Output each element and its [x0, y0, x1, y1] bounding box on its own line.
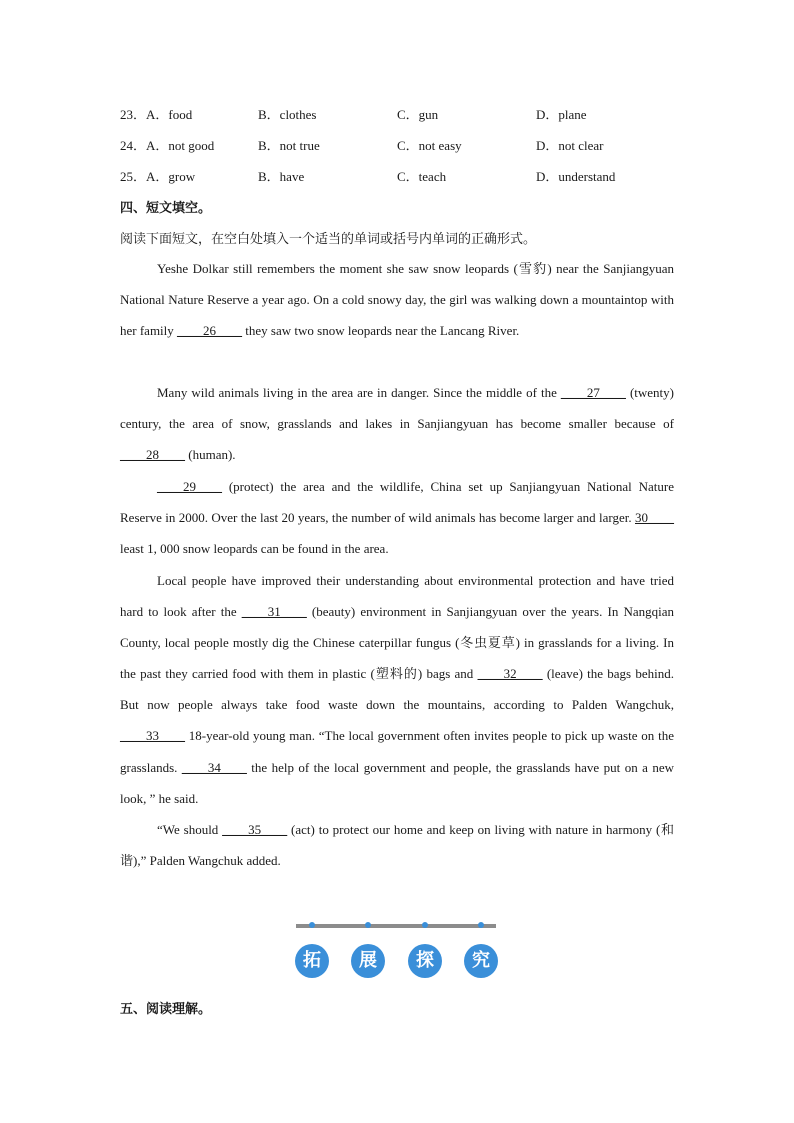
banner-char-3: 探 — [408, 944, 442, 978]
passage-text: (twenty) century, the area of snow, grasslands and lakes in Sanjiangyuan has become smaller because of — [120, 385, 675, 432]
blank-35[interactable]: ____35____ — [222, 822, 288, 837]
section-4-title: 四、短文填空。 — [120, 201, 212, 216]
banner-pin — [309, 922, 315, 928]
blank-31[interactable]: ____31____ — [241, 604, 307, 620]
blank-33[interactable]: ____33____ — [120, 728, 185, 744]
passage-paragraph-1 — [120, 253, 674, 346]
passage-text: least 1, 000 snow leopards can be found in the area. — [120, 541, 389, 557]
banner-char-4: 究 — [464, 944, 498, 978]
option-row-23 — [120, 104, 720, 124]
blank-28[interactable]: ____28____ — [120, 447, 185, 463]
blank-32[interactable]: ____32____ — [477, 666, 543, 682]
passage-text: Yeshe Dolkar still remembers the moment she saw snow leopards (雪豹) near the Sanjiangyuan National Nature Reserve a year ago. On a cold snowy day, the girl was walking down a mountaintop with her family — [120, 261, 674, 339]
banner-pin — [422, 922, 428, 928]
banner-char-1: 拓 — [295, 944, 329, 978]
passage-text: (beauty) environment in Sanjiangyuan over the years. In Nangqian County, local people mostly dig the Chinese caterpillar fungus (冬虫夏草) in grasslands for a living. In the past they carried food with them in plastic (塑料的) bags and — [120, 604, 675, 682]
option-24-b: B．not true — [258, 138, 320, 153]
passage-text: (human). — [185, 447, 236, 463]
blank-34[interactable]: ____34____ — [181, 759, 247, 775]
blank-30[interactable]: 30____ — [635, 510, 674, 526]
option-25-a: 25．A．grow — [120, 169, 196, 184]
option-row-25 — [120, 166, 720, 186]
option-24-a: 24．A．not good — [120, 138, 215, 153]
option-23-a: 23．A．food — [120, 107, 193, 122]
passage-text: 18-year-old young man. “The local government often invites people to pick up waste on the grasslands. — [120, 728, 674, 775]
blank-27[interactable]: ____27____ — [560, 385, 626, 400]
passage-paragraph-3 — [120, 471, 674, 564]
blank-29[interactable]: ____29____ — [157, 479, 222, 494]
passage-text: Many wild animals living in the area are in danger. Since the middle of the — [157, 385, 561, 400]
blank-26[interactable]: ____26____ — [177, 323, 243, 339]
option-23-c: C．gun — [397, 107, 439, 122]
passage-text: (leave) the bags behind. But now people always take food waste down the mountains, according to Palden Wangchuk, — [120, 666, 674, 713]
passage-text: Local people have improved their understanding about environmental protection and have tried hard to look after the — [120, 573, 674, 620]
passage-paragraph-4 — [120, 565, 674, 814]
option-24-c: C．not easy — [397, 138, 462, 153]
passage-paragraph-5 — [120, 814, 674, 876]
option-25-b: B．have — [258, 169, 305, 184]
option-row-24 — [120, 135, 720, 155]
passage-text: “We should — [157, 822, 223, 837]
option-23-d: D．plane — [536, 107, 587, 122]
section-4-instruction: 阅读下面短文，在空白处填入一个适当的单词或括号内单词的正确形式。 — [120, 232, 537, 247]
option-23-b: B．clothes — [258, 107, 317, 122]
option-25-d: D．understand — [536, 169, 616, 184]
banner-pin — [365, 922, 371, 928]
option-25-c: C．teach — [397, 169, 447, 184]
banner-char-2: 展 — [351, 944, 385, 978]
passage-text: (protect) the area and the wildlife, China set up Sanjiangyuan National Nature Reserve in 2000. Over the last 20 years, the number of wild animals has become larger and larger. — [120, 479, 674, 526]
explore-banner — [292, 922, 502, 980]
passage-paragraph-2 — [120, 377, 674, 470]
passage-text: they saw two snow leopards near the Lancang River. — [242, 323, 520, 339]
option-24-d: D．not clear — [536, 138, 604, 153]
banner-rail — [296, 924, 496, 928]
passage-text: the help of the local government and people, the grasslands have put on a new look, ” he said. — [120, 759, 674, 806]
banner-pin — [478, 922, 484, 928]
section-5-title: 五、阅读理解。 — [120, 1002, 212, 1017]
passage-text: (act) to protect our home and keep on living with nature in harmony (和谐),” Palden Wangchuk added. — [120, 822, 674, 869]
